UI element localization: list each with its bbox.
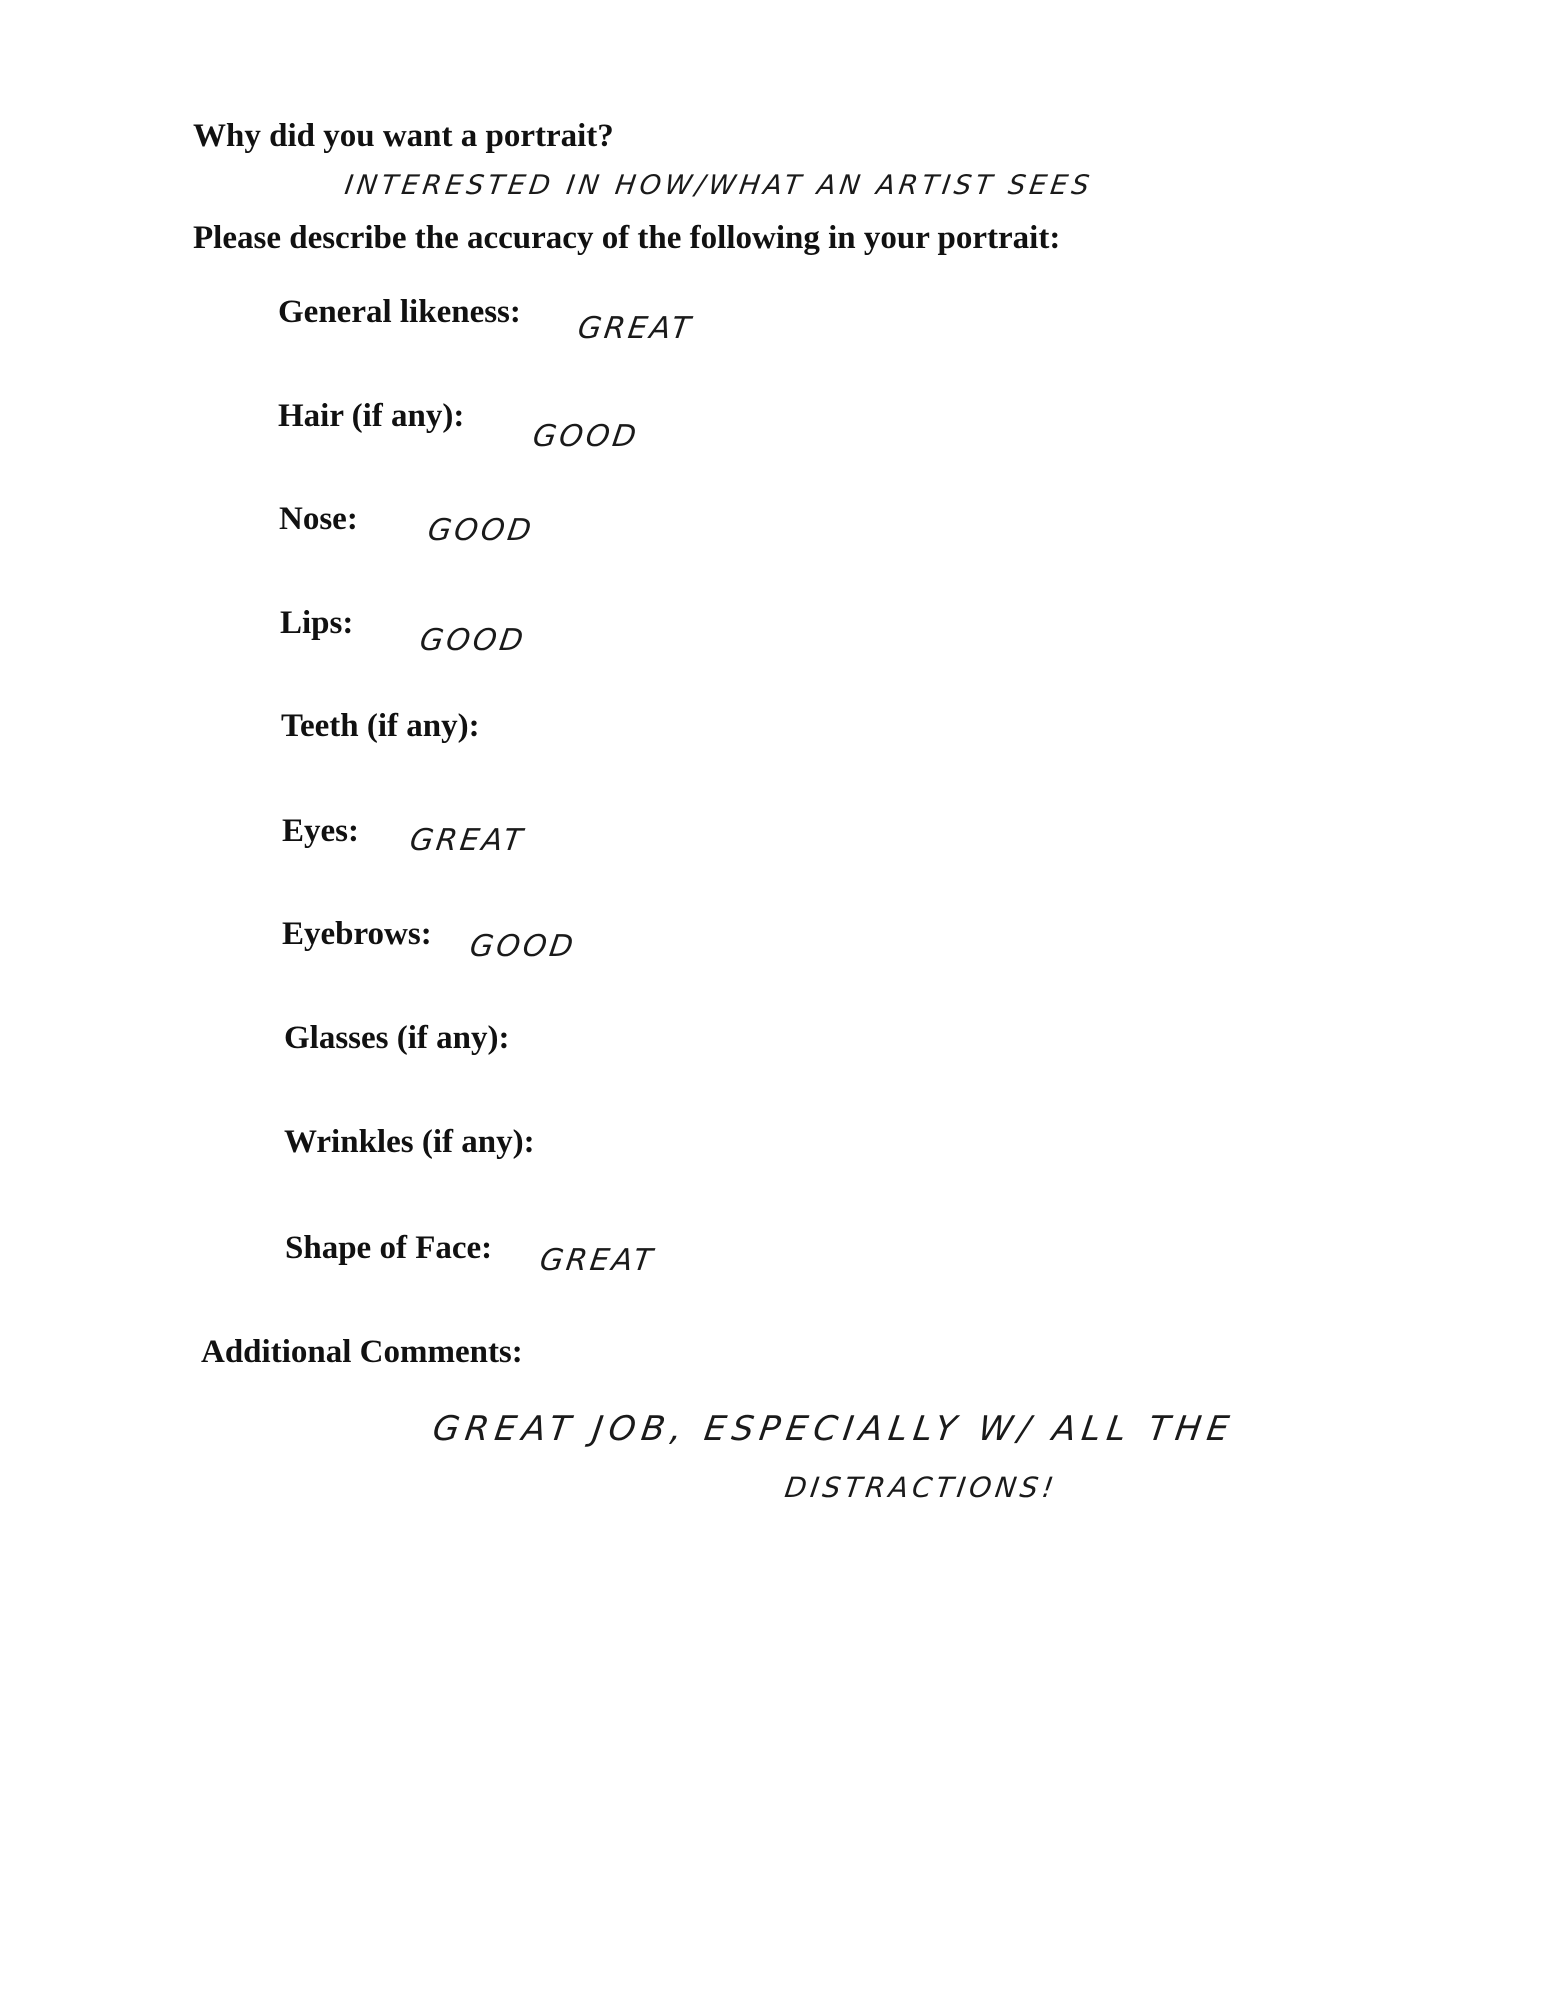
- field-label-wrinkles: Wrinkles (if any):: [284, 1124, 535, 1160]
- question-accuracy: Please describe the accuracy of the following in your portrait:: [193, 220, 1061, 256]
- field-answer-eyebrows: GOOD: [467, 929, 579, 964]
- field-answer-shape-of-face: GREAT: [537, 1243, 658, 1278]
- field-label-eyes: Eyes:: [282, 813, 359, 849]
- field-answer-lips: GOOD: [417, 623, 529, 658]
- question-additional-comments: Additional Comments:: [201, 1334, 523, 1370]
- answer-why-portrait: INTERESTED IN HOW/WHAT AN ARTIST SEES: [342, 170, 1096, 201]
- field-label-glasses: Glasses (if any):: [284, 1020, 510, 1056]
- field-label-hair: Hair (if any):: [278, 398, 465, 434]
- field-answer-general-likeness: GREAT: [575, 311, 696, 346]
- answer-additional-comments-line-1: GREAT JOB, ESPECIALLY W/ ALL THE: [430, 1409, 1238, 1449]
- field-label-teeth: Teeth (if any):: [281, 708, 480, 744]
- field-label-general-likeness: General likeness:: [278, 294, 521, 330]
- field-answer-eyes: GREAT: [407, 823, 528, 858]
- answer-additional-comments-line-2: DISTRACTIONS!: [782, 1471, 1060, 1504]
- field-answer-hair: GOOD: [530, 419, 642, 454]
- question-why-portrait: Why did you want a portrait?: [193, 118, 614, 154]
- field-answer-nose: GOOD: [425, 513, 537, 548]
- field-label-shape-of-face: Shape of Face:: [285, 1230, 493, 1266]
- field-label-nose: Nose:: [279, 501, 358, 537]
- field-label-lips: Lips:: [280, 605, 354, 641]
- field-label-eyebrows: Eyebrows:: [282, 916, 432, 952]
